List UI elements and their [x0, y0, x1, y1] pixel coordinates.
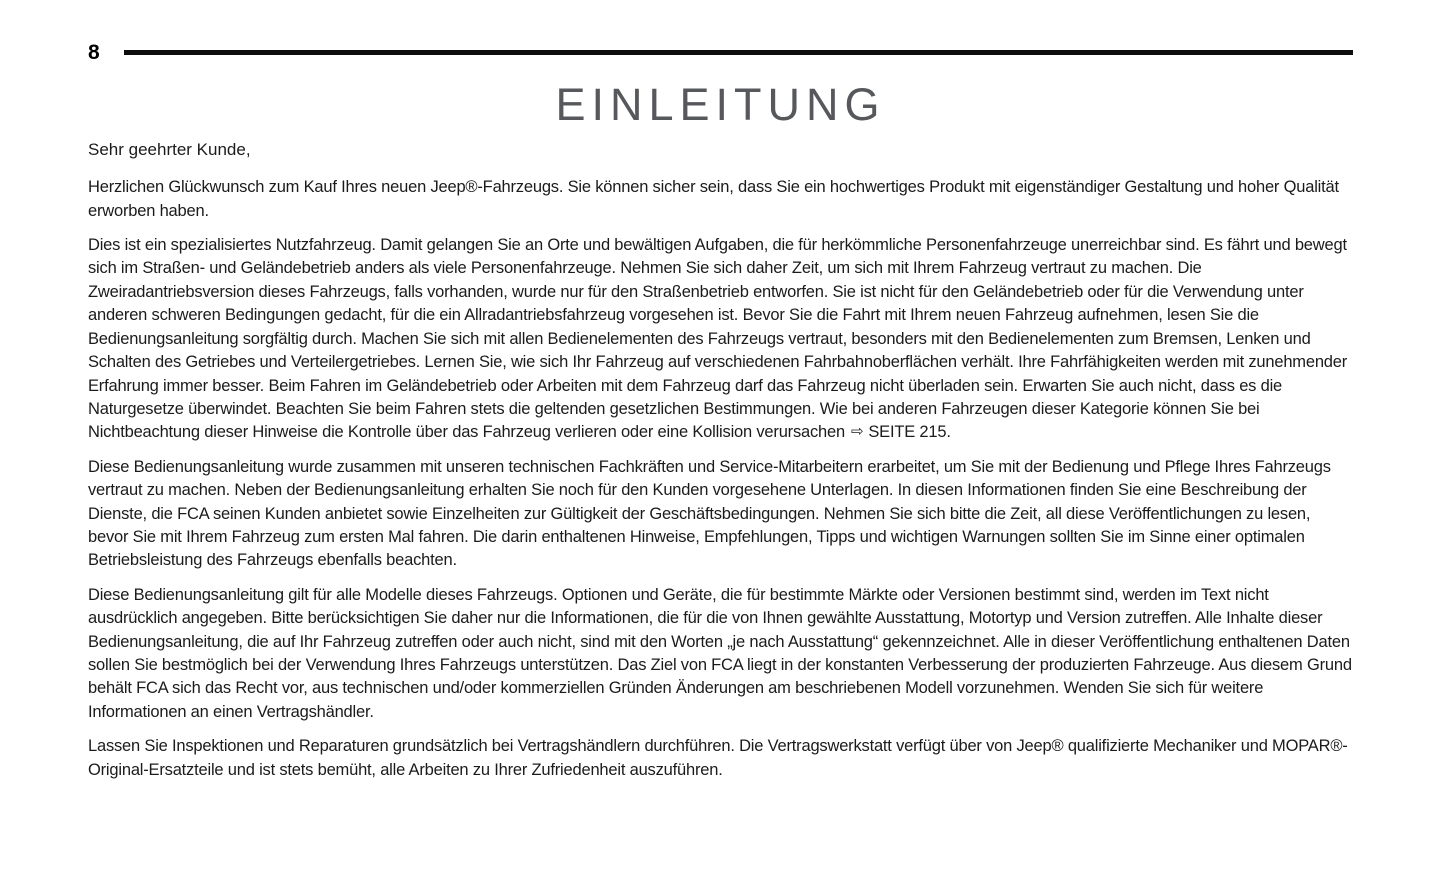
body-paragraph: [88, 584, 1353, 724]
paragraph-text: Diese Bedienungsanleitung gilt für alle Modelle dieses Fahrzeugs. Optionen und Geräte, die für bestimmte Märkte oder Versionen bestimmt sind, werden im Text nicht ausdrücklich angegeben. Bitte berücksichtigen Sie daher nur die Informationen, die für die von Ihnen gewählte Ausstattung, Motortyp und Version zutreffen. Alle Inhalte dieser Bedienungsanleitung, die auf Ihr Fahrzeug zutreffen oder auch nicht, sind mit den Worten „je nach Ausstattung“ gekennzeichnet. Alle in dieser Veröffentlichung enthaltenen Daten sollen Sie bestmöglich bei der Verwendung Ihres Fahrzeugs unterstützen. Das Ziel von FCA liegt in der konstanten Verbesserung der produzierten Fahrzeuge. Aus diesem Grund behält FCA sich das Recht vor, aus technischen und/oder kommerziellen Gründen Änderungen am beschriebenen Modell vorzunehmen. Wenden Sie sich für weitere Informationen an einen Vertragshändler.: [88, 585, 1352, 721]
body-paragraph: [88, 176, 1353, 223]
paragraph-text: Dies ist ein spezialisiertes Nutzfahrzeug. Damit gelangen Sie an Orte und bewältigen Aufgaben, die für herkömmliche Personenfahrzeuge unerreichbar sind. Es fährt und bewegt sich im Straßen- und Geländebetrieb anders als viele Personenfahrzeuge. Nehmen Sie sich daher Zeit, um sich mit Ihrem Fahrzeug vertraut zu machen. Die Zweiradantriebsversion dieses Fahrzeugs, falls vorhanden, wurde nur für den Straßenbetrieb entworfen. Sie ist nicht für den Geländebetrieb oder für die Verwendung unter anderen schweren Bedingungen gedacht, für die ein Allradantriebsfahrzeug vorgesehen ist. Bevor Sie die Fahrt mit Ihrem neuen Fahrzeug aufnehmen, lesen Sie die Bedienungsanleitung sorgfältig durch. Machen Sie sich mit allen Bedienelementen des Fahrzeugs vertraut, besonders mit den Bedienelementen zum Bremsen, Lenken und Schalten des Getriebes und Verteilergetriebes. Lernen Sie, wie sich Ihr Fahrzeug auf verschiedenen Fahrbahnoberflächen verhält. Ihre Fahrfähigkeiten werden mit zunehmender Erfahrung immer besser. Beim Fahren im Geländebetrieb oder Arbeiten mit dem Fahrzeug darf das Fahrzeug nicht überladen sein. Erwarten Sie auch nicht, dass es die Naturgesetze überwindet. Beachten Sie beim Fahren stets die geltenden gesetzlichen Bestimmungen. Wie bei anderen Fahrzeugen dieser Kategorie können Sie bei Nichtbeachtung dieser Hinweise die Kontrolle über das Fahrzeug verlieren oder eine Kollision verursachen: [88, 236, 1348, 442]
page-ref-arrow-icon: ⇨: [850, 423, 864, 441]
page-reference: [851, 423, 951, 441]
paragraph-text: Lassen Sie Inspektionen und Reparaturen grundsätzlich bei Vertragshändlern durchführen. Die Vertragswerkstatt verfügt über von Jeep® qualifizierte Mechaniker und MOPAR®-Original-Ersatzteile und ist stets bemüht, alle Arbeiten zu Ihrer Zufriedenheit auszuführen.: [88, 737, 1348, 779]
body-paragraph: [88, 234, 1353, 445]
paragraph-text: Herzlichen Glückwunsch zum Kauf Ihres neuen Jeep®-Fahrzeugs. Sie können sicher sein, dass Sie ein hochwertiges Produkt mit eigenständiger Gestaltung und hoher Qualität erworben haben.: [88, 178, 1339, 220]
paragraph-text: Diese Bedienungsanleitung wurde zusammen mit unseren technischen Fachkräften und Service-Mitarbeitern erarbeitet, um Sie mit der Bedienung und Pflege Ihres Fahrzeugs vertraut zu machen. Neben der Bedienungsanleitung erhalten Sie noch für den Kunden vorgesehene Unterlagen. In diesen Informationen finden Sie eine Beschreibung der Dienste, die FCA seinen Kunden anbietet sowie Einzelheiten zur Gültigkeit der Geschäftsbedingungen. Nehmen Sie sich bitte die Zeit, all diese Veröffentlichungen zu lesen, bevor Sie mit Ihrem Fahrzeug zum ersten Mal fahren. Die darin enthaltenen Hinweise, Empfehlungen, Tipps und wichtigen Warnungen sollten Sie im Sinne einer optimalen Betriebsleistung des Fahrzeugs ebenfalls beachten.: [88, 457, 1331, 570]
body-paragraph: [88, 735, 1353, 782]
page-ref-label: SEITE 215.: [868, 423, 951, 442]
body-paragraph: [88, 456, 1353, 573]
page-header: [88, 42, 1353, 63]
page-number: 8: [88, 41, 100, 64]
greeting-line: Sehr geehrter Kunde,: [88, 140, 251, 160]
page-title: EINLEITUNG: [555, 79, 886, 130]
header-rule-divider: [124, 50, 1353, 55]
